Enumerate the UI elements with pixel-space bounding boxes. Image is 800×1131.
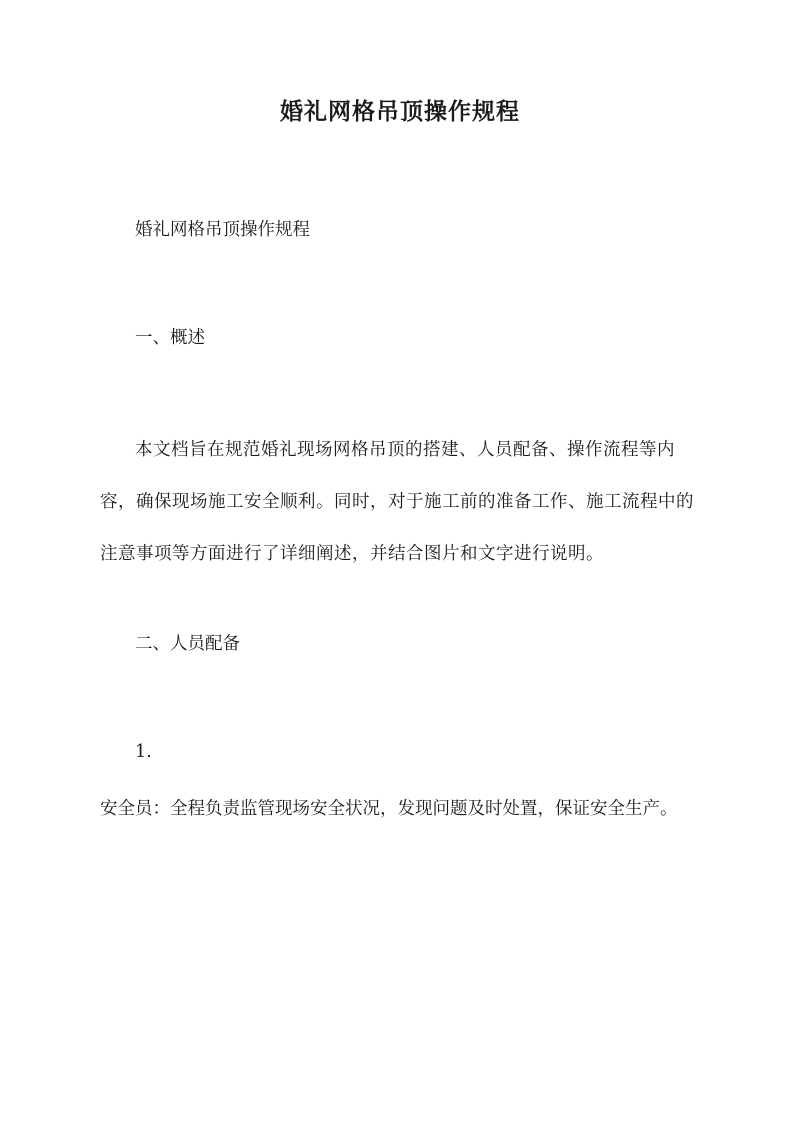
document-title: 婚礼网格吊顶操作规程 [280, 98, 520, 125]
section-body-overview: 本文档旨在规范婚礼现场网格吊顶的搭建、人员配备、操作流程等内容，确保现场施工安全顺利。同时，对于施工前的准备工作、施工流程中的注意事项等方面进行了详细阐述，并结合图片和文字进行说明。 [100, 440, 694, 564]
document-subtitle: 婚礼网格吊顶操作规程 [135, 220, 310, 240]
section-heading-overview: 一、概述 [135, 328, 205, 348]
list-item-text: 安全员：全程负责监管现场安全状况，发现问题及时处置，保证安全生产。 [100, 799, 678, 819]
section-heading-staffing: 二、人员配备 [135, 634, 240, 654]
list-item-number: 1. [135, 742, 152, 762]
